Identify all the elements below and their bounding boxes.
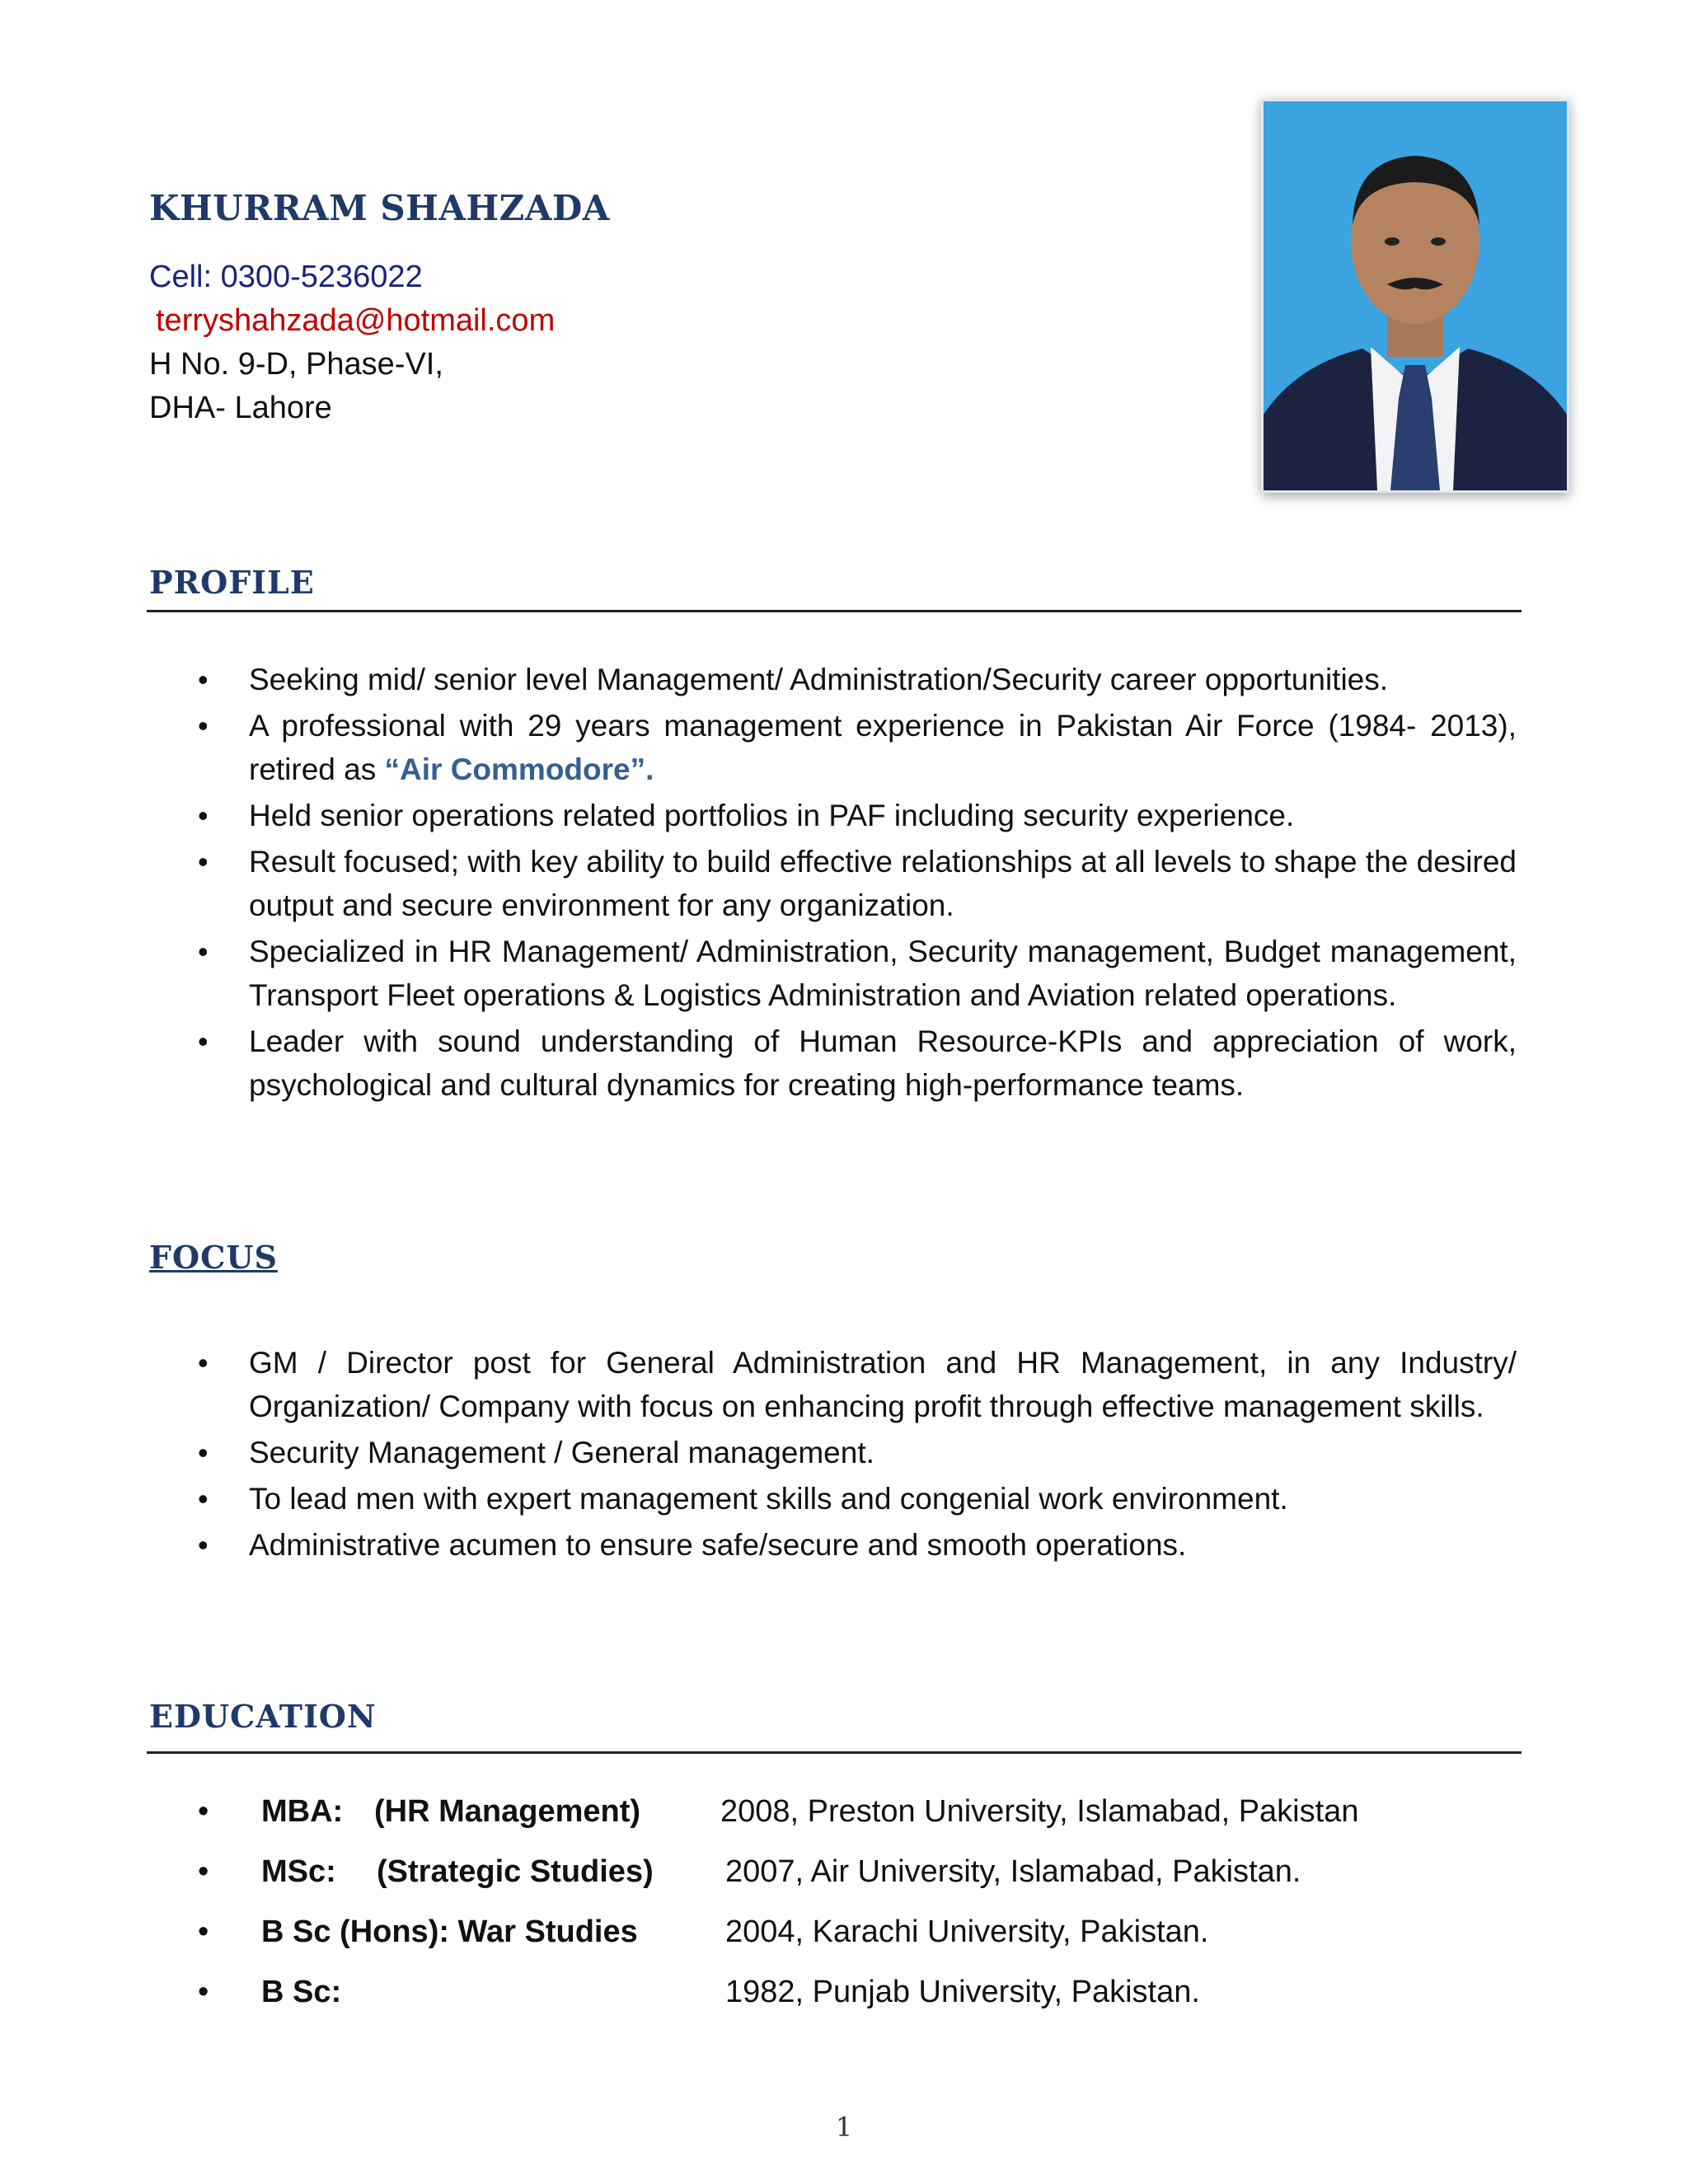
focus-heading: FOCUS	[149, 1239, 278, 1276]
list-item: • Result focused; with key ability to build effective relationships at all levels to shape the desired output and secure environment for any organization.	[198, 840, 1517, 927]
education-details: 2004, Karachi University, Pakistan.	[725, 1915, 1209, 1949]
list-item: • Leader with sound understanding of Human Resource-KPIs and appreciation of work, psychological and cultural dynamics for creating high-performance teams.	[198, 1019, 1517, 1107]
degree: MSc:	[261, 1854, 336, 1889]
rank-highlight: “Air Commodore”.	[384, 752, 654, 786]
focus-list	[198, 1341, 1517, 1569]
list-item: • A professional with 29 years management experience in Pakistan Air Force (1984- 2013), retired as “Air Commodore”.	[198, 704, 1517, 791]
specialization: (HR Management)	[374, 1794, 641, 1829]
address-line-1: H No. 9-D, Phase-VI,	[149, 347, 443, 382]
portrait-image	[1264, 101, 1567, 490]
list-item: • To lead men with expert management skills and congenial work environment.	[198, 1477, 1517, 1521]
education-details: 1982, Punjab University, Pakistan.	[725, 1975, 1200, 2009]
degree: B Sc:	[261, 1975, 342, 2009]
list-item: • Administrative acumen to ensure safe/secure and smooth operations.	[198, 1523, 1517, 1567]
education-details: 2008, Preston University, Islamabad, Pakistan	[720, 1794, 1359, 1829]
cell-number: Cell: 0300-5236022	[149, 260, 423, 294]
education-divider	[147, 1751, 1522, 1754]
list-item: • GM / Director post for General Administration and HR Management, in any Industry/ Organization/ Company with focus on enhancing profit through effective management skills.	[198, 1341, 1517, 1428]
specialization: (Strategic Studies)	[377, 1854, 654, 1889]
profile-list	[198, 658, 1517, 1109]
list-item: • Seeking mid/ senior level Management/ Administration/Security career opportunities.	[198, 658, 1517, 701]
education-heading: EDUCATION	[149, 1698, 377, 1735]
email-link[interactable]: terryshahzada@hotmail.com	[156, 303, 556, 338]
profile-photo	[1261, 99, 1569, 493]
profile-divider	[147, 610, 1522, 612]
education-details: 2007, Air University, Islamabad, Pakistan.	[725, 1854, 1301, 1889]
list-item: • Held senior operations related portfolios in PAF including security experience.	[198, 794, 1517, 837]
list-item: • Specialized in HR Management/ Administration, Security management, Budget management, Transport Fleet operations & Logistics Administration and Aviation related operations.	[198, 930, 1517, 1017]
degree: MBA:	[261, 1794, 344, 1829]
profile-heading: PROFILE	[149, 564, 315, 601]
address-line-2: DHA- Lahore	[149, 391, 332, 425]
page-number: 1	[835, 2111, 853, 2143]
degree: B Sc (Hons): War Studies	[261, 1915, 638, 1949]
candidate-name: KHURRAM SHAHZADA	[149, 188, 610, 228]
contact-block	[149, 255, 555, 430]
list-item: • Security Management / General management.	[198, 1431, 1517, 1474]
